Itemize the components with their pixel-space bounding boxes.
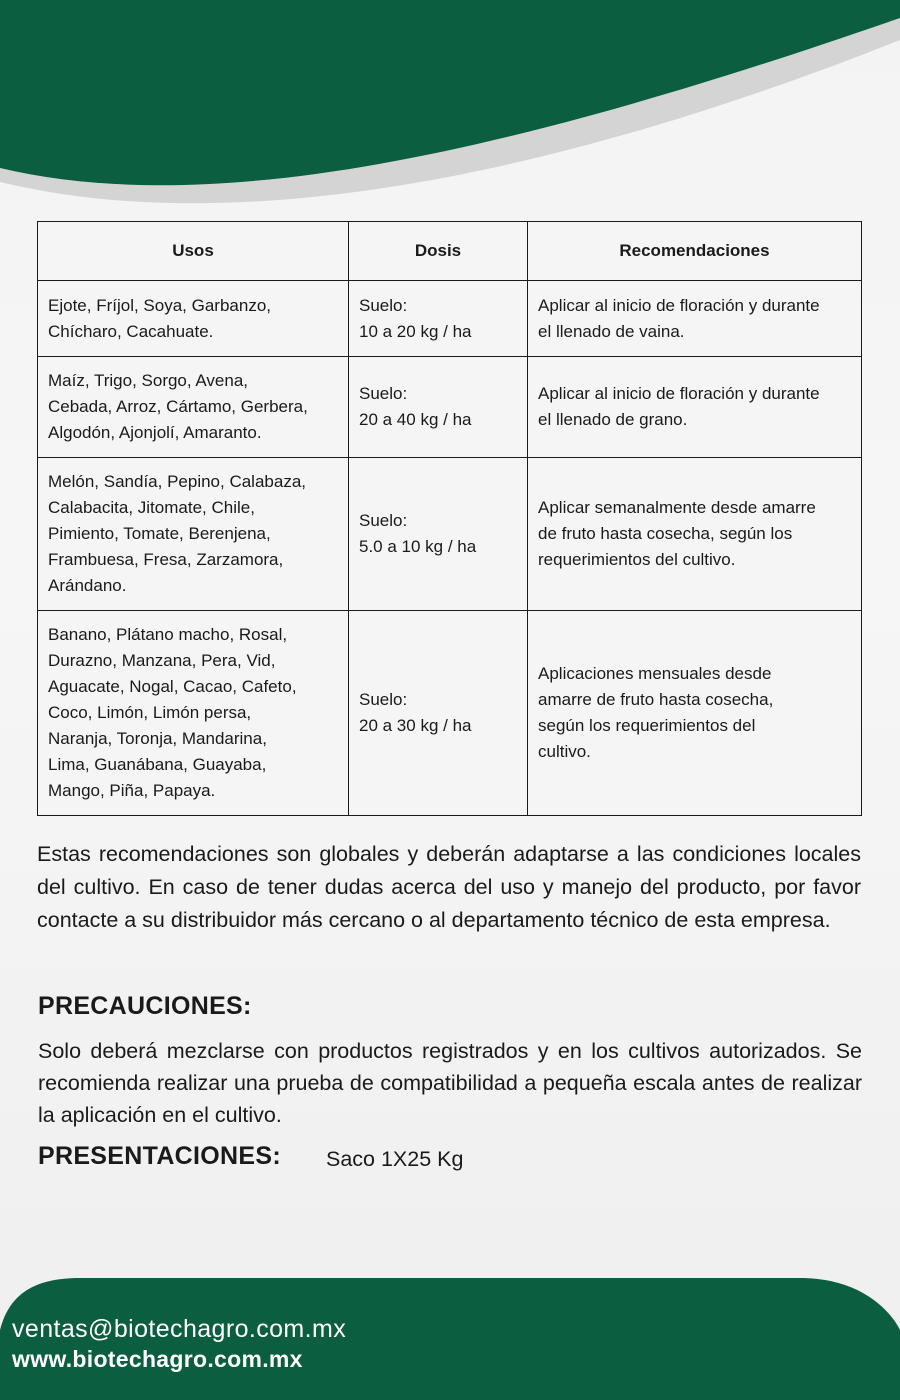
header-wave-decoration <box>0 0 900 210</box>
cell-recommendation: Aplicar al inicio de floración y durante el llenado de vaina. <box>528 281 862 357</box>
cell-uses: Banano, Plátano macho, Rosal, Durazno, Manzana, Pera, Vid, Aguacate, Nogal, Cacao, Cafeto, Coco, Limón, Limón persa, Naranja, Toronja, Mandarina, Lima, Guanábana, Guayaba, Mango, Piña, Papaya. <box>38 611 349 816</box>
cell-uses: Ejote, Fríjol, Soya, Garbanzo, Chícharo, Cacahuate. <box>38 281 349 357</box>
cell-uses: Maíz, Trigo, Sorgo, Avena, Cebada, Arroz, Cártamo, Gerbera, Algodón, Ajonjolí, Amaranto. <box>38 357 349 458</box>
table-row <box>38 458 862 611</box>
table-row <box>38 281 862 357</box>
cell-dose: Suelo: 20 a 40 kg / ha <box>349 357 528 458</box>
cell-recommendation: Aplicar semanalmente desde amarre de fruto hasta cosecha, según los requerimientos del cultivo. <box>528 458 862 611</box>
precautions-text: Solo deberá mezclarse con productos registrados y en los cultivos autorizados. Se recomienda realizar una prueba de compatibilidad a pequeña escala antes de realizar la aplicación en el cultivo. <box>38 1039 862 1127</box>
contact-email[interactable]: ventas@biotechagro.com.mx <box>12 1315 347 1343</box>
header-uses: Usos <box>38 222 349 281</box>
cell-uses: Melón, Sandía, Pepino, Calabaza, Calabacita, Jitomate, Chile, Pimiento, Tomate, Berenjena, Frambuesa, Fresa, Zarzamora, Arándano. <box>38 458 349 611</box>
table-row <box>38 611 862 816</box>
usage-disclaimer: Estas recomendaciones son globales y deberán adaptarse a las condiciones locales del cultivo. En caso de tener dudas acerca del uso y manejo del producto, por favor contacte a su distribuidor más cercano o al departamento técnico de esta empresa. <box>37 842 861 932</box>
table-header-row <box>38 222 862 281</box>
cell-dose: Suelo: 10 a 20 kg / ha <box>349 281 528 357</box>
precautions-heading: PRECAUCIONES: <box>38 992 252 1020</box>
header-recommendations: Recomendaciones <box>528 222 862 281</box>
cell-dose: Suelo: 5.0 a 10 kg / ha <box>349 458 528 611</box>
usage-table <box>37 221 862 816</box>
cell-dose: Suelo: 20 a 30 kg / ha <box>349 611 528 816</box>
presentations-value: Saco 1X25 Kg <box>326 1147 464 1171</box>
presentations-heading: PRESENTACIONES: <box>38 1142 281 1170</box>
cell-recommendation: Aplicar al inicio de floración y durante el llenado de grano. <box>528 357 862 458</box>
header-dose: Dosis <box>349 222 528 281</box>
table-row <box>38 357 862 458</box>
website-link[interactable]: www.biotechagro.com.mx <box>12 1346 303 1372</box>
cell-recommendation: Aplicaciones mensuales desde amarre de fruto hasta cosecha, según los requerimientos del cultivo. <box>528 611 862 816</box>
